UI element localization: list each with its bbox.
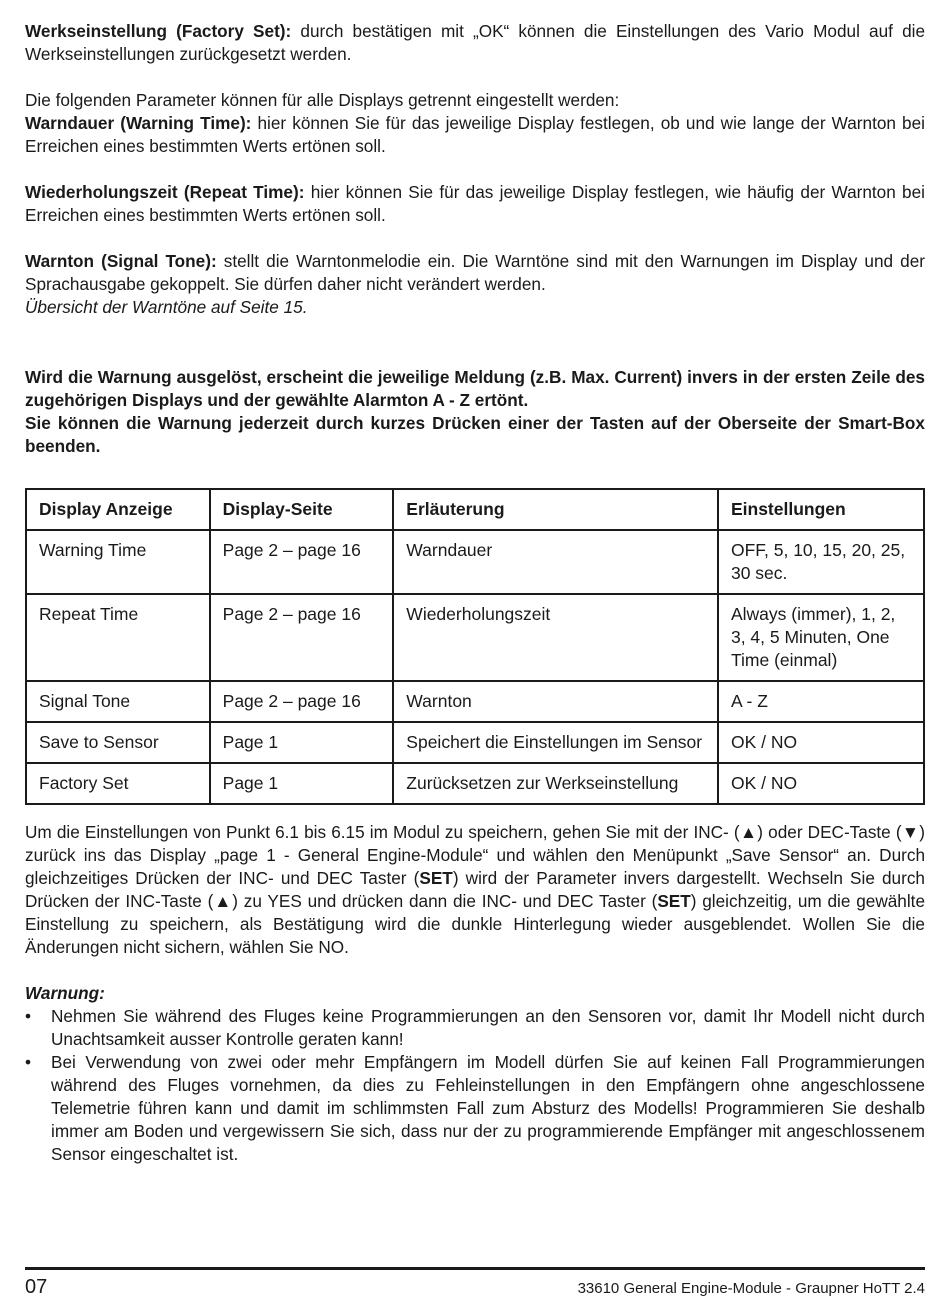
- params-intro: Die folgenden Parameter können für alle Displays getrennt eingestellt werden:: [25, 90, 620, 110]
- table-cell: OK / NO: [718, 722, 924, 763]
- list-item: • Nehmen Sie während des Fluges keine Programmierungen an den Sensoren vor, damit Ihr Modell nicht durch Unachtsamkeit ausser Kontrolle geraten kann!: [25, 1006, 925, 1049]
- bullet-icon: •: [25, 1006, 32, 1026]
- table-cell: A - Z: [718, 681, 924, 722]
- table-header-cell: Einstellungen: [718, 489, 924, 530]
- table-cell: Warndauer: [393, 530, 718, 594]
- bold-notice-1: Wird die Warnung ausgelöst, erscheint die jeweilige Meldung (z.B. Max. Current) invers in der ersten Zeile des zugehörigen Displays und der gewählte Alarmton A - Z ertönt.: [25, 367, 925, 410]
- signal-tone-label: Warnton (Signal Tone):: [25, 251, 217, 271]
- table-row: [26, 681, 924, 722]
- table-cell: Page 1: [210, 763, 394, 804]
- page-number: 07: [25, 1276, 48, 1298]
- table-row: [26, 763, 924, 804]
- bold-notice-2: Sie können die Warnung jederzeit durch kurzes Drücken einer der Tasten auf der Oberseite der Smart-Box beenden.: [25, 413, 925, 456]
- table-cell: Page 2 – page 16: [210, 530, 394, 594]
- table-row: [26, 722, 924, 763]
- table-cell: Zurücksetzen zur Werkseinstellung: [393, 763, 718, 804]
- footer-divider: [25, 1267, 925, 1270]
- factory-set-paragraph: [25, 20, 925, 66]
- warning-time-label: Warndauer (Warning Time):: [25, 113, 252, 133]
- document-page: [25, 20, 925, 1166]
- table-header-row: [26, 489, 924, 530]
- document-title: 33610 General Engine-Module - Graupner HoTT 2.4: [577, 1280, 925, 1297]
- repeat-time-label: Wiederholungszeit (Repeat Time):: [25, 182, 305, 202]
- table-header-cell: Display-Seite: [210, 489, 394, 530]
- table-header-cell: Erläuterung: [393, 489, 718, 530]
- table-cell: Page 1: [210, 722, 394, 763]
- overview-reference: Übersicht der Warntöne auf Seite 15.: [25, 297, 308, 317]
- bullet-icon: •: [25, 1052, 32, 1072]
- warning-time-paragraph: [25, 112, 925, 158]
- table-cell: Warnton: [393, 681, 718, 722]
- table-cell: OK / NO: [718, 763, 924, 804]
- table-cell: Factory Set: [26, 763, 210, 804]
- table-cell: Save to Sensor: [26, 722, 210, 763]
- signal-tone-text: stellt die Warntonmelodie ein. Die Warntöne sind mit den Warnungen im Display und der Sprachausgabe gekoppelt. Sie dürfen daher nicht verändert werden.: [25, 251, 925, 294]
- repeat-time-paragraph: [25, 181, 925, 227]
- warning-time-text: hier können Sie für das jeweilige Display festlegen, ob und wie lange der Warnton bei Erreichen eines bestimmten Werts ertönen soll.: [25, 113, 925, 156]
- factory-set-text: durch bestätigen mit „OK“ können die Einstellungen des Vario Modul auf die Werkseinstellungen zurückgesetzt werden.: [25, 21, 926, 64]
- list-item: • Bei Verwendung von zwei oder mehr Empfängern im Modell dürfen Sie auf keinen Fall Programmierungen während des Fluges vornehmen, da dies zu Fehleinstellungen in den Empfängern ohne angeschlossene Telemetrie führen kann und damit im schlimmsten Fall zum Absturz des Modells! Programmieren Sie deshalb immer am Boden und vergewissern Sie sich, dass nur der zu programmierende Empfänger mit angeschlossenem Sensor eingeschaltet ist.: [25, 1052, 925, 1164]
- table-cell: Repeat Time: [26, 594, 210, 681]
- table-cell: Warning Time: [26, 530, 210, 594]
- table-cell: Page 2 – page 16: [210, 681, 394, 722]
- table-cell: Signal Tone: [26, 681, 210, 722]
- warning-list: [25, 1005, 925, 1166]
- repeat-time-text: hier können Sie für das jeweilige Display festlegen, wie häufig der Warnton bei Erreichen eines bestimmten Werts ertönen soll.: [25, 182, 925, 225]
- table-cell: OFF, 5, 10, 15, 20, 25, 30 sec.: [718, 530, 924, 594]
- signal-tone-paragraph: [25, 250, 925, 296]
- table-header-cell: Display Anzeige: [26, 489, 210, 530]
- settings-table: [25, 488, 925, 805]
- table-row: [26, 594, 924, 681]
- table-cell: Always (immer), 1, 2, 3, 4, 5 Minuten, One Time (einmal): [718, 594, 924, 681]
- table-row: [26, 530, 924, 594]
- table-cell: Wiederholungszeit: [393, 594, 718, 681]
- save-instructions: Um die Einstellungen von Punkt 6.1 bis 6.15 im Modul zu speichern, gehen Sie mit der INC- (▲) oder DEC-Taste (▼) zurück ins das Display „page 1 - General Engine-Module“ und wählen den Menüpunkt „Save Sensor“ an. Durch gleichzeitiges Drücken der INC- und DEC Taster (SET) wird der Parameter invers dargestellt. Wechseln Sie durch Drücken der INC-Taste (▲) zu YES und drücken dann die INC- und DEC Taster (SET) gleichzeitig, um die gewählte Einstellung zu speichern, als Bestätigung wird die dunkle Hinterlegung wieder ausgeblendet. Wollen Sie die Änderungen nicht sichern, wählen Sie NO.: [25, 822, 925, 957]
- warning-title: Warnung:: [25, 983, 105, 1003]
- factory-set-label: Werkseinstellung (Factory Set):: [25, 21, 292, 41]
- table-cell: Speichert die Einstellungen im Sensor: [393, 722, 718, 763]
- table-cell: Page 2 – page 16: [210, 594, 394, 681]
